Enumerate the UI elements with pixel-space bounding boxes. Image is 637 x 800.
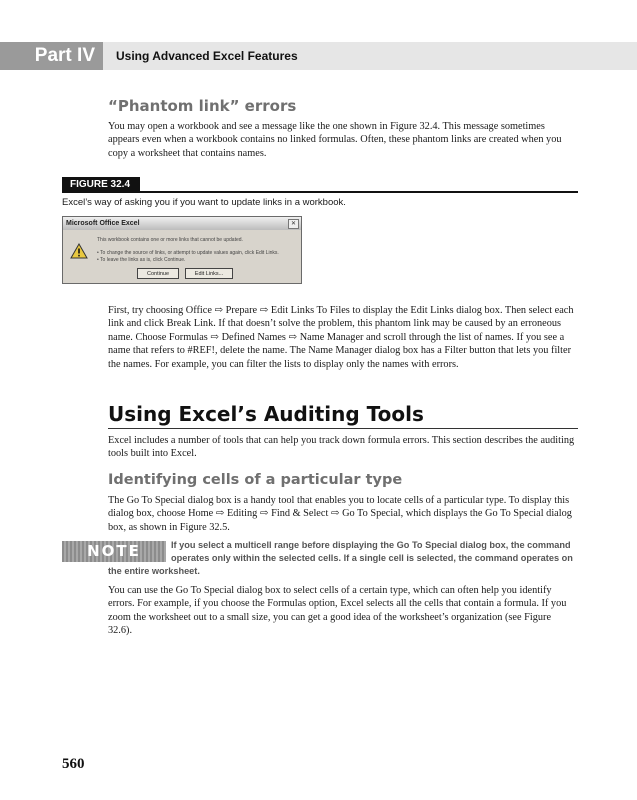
note-label: NOTE — [87, 542, 141, 560]
go-to-special-paragraph: The Go To Special dialog box is a handy tool that enables you to locate cells of a particular type. To display this dialog box, choose Home ⇨ Editing ⇨ Find & Select ⇨ Go To Special, which displays the Go To Special dialog box, as shown in Figure 32.5. — [108, 495, 572, 533]
note-line-1: If you select a multicell range before displaying the Go To Special dialog box, the command — [171, 540, 571, 550]
page-number: 560 — [62, 756, 85, 772]
note-line-2: operates only within the selected cells. If a single cell is selected, the command operates on — [171, 553, 573, 563]
running-header-title: Using Advanced Excel Features — [116, 49, 298, 63]
dialog-bullet-continue: • To leave the links as is, click Continue. — [97, 257, 186, 263]
close-icon[interactable]: ✕ — [288, 219, 299, 229]
dialog-message: This workbook contains one or more links that cannot be updated. — [97, 237, 243, 243]
dialog-bullet-edit-links: • To change the source of links, or attempt to update values again, click Edit Links. — [97, 250, 279, 256]
dialog-title: Microsoft Office Excel — [63, 217, 301, 230]
figure-rule — [62, 191, 578, 193]
continue-button[interactable]: Continue — [137, 268, 179, 279]
part-label: Part IV — [0, 42, 103, 70]
auditing-intro: Excel includes a number of tools that can help you track down formula errors. This section describes the auditing tools built into Excel. — [108, 435, 575, 460]
note-line-3: the entire worksheet. — [108, 566, 200, 576]
identifying-cells-heading: Identifying cells of a particular type — [108, 472, 403, 488]
excel-links-dialog — [62, 216, 302, 284]
figure-label: FIGURE 32.4 — [62, 177, 140, 192]
warning-icon — [70, 243, 88, 259]
edit-links-button[interactable]: Edit Links... — [185, 268, 233, 279]
phantom-link-heading: “Phantom link” errors — [108, 97, 297, 115]
section-rule — [108, 428, 578, 429]
figure-caption: Excel’s way of asking you if you want to update links in a workbook. — [62, 197, 346, 208]
phantom-paragraph-2: First, try choosing Office ⇨ Prepare ⇨ Edit Links To Files to display the Edit Links dialog box. Then select each link and click Break Link. If that doesn’t solve the problem, this phantom link may be caused by an erroneous name. Choose Formulas ⇨ Defined Names ⇨ Name Manager and scroll through the list of names. If you see a name that refers to #REF!, delete the name. The Name Manager dialog box has a Filter button that lets you filter the names. For example, you can filter the lists to display only the names with errors. — [108, 305, 574, 370]
go-to-special-usage-paragraph: You can use the Go To Special dialog box to select cells of a certain type, which can often help you identify errors. For example, if you choose the Formulas option, Excel selects all the cells that contain a formula. If you zoom the worksheet out to a small size, you can get a good idea of the worksheet’s organization (see Figure 32.6). — [108, 585, 567, 637]
note-badge — [62, 541, 166, 562]
auditing-section-title: Using Excel’s Auditing Tools — [108, 402, 424, 426]
phantom-paragraph-1: You may open a workbook and see a message like the one shown in Figure 32.4. This message sometimes appears even when a workbook contains no linked formulas. Often, these phantom links are created when you copy a worksheet that contains names. — [108, 121, 562, 159]
